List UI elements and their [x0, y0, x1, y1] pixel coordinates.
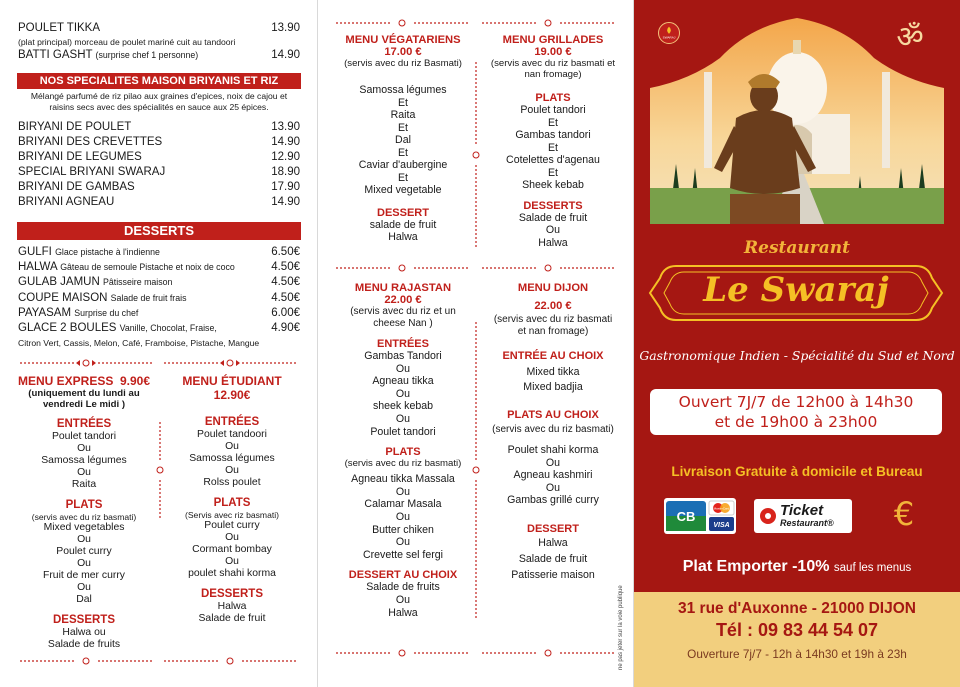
contact-footer [634, 592, 960, 687]
menu-price: 22.00 € [534, 300, 572, 312]
course-line: Ou [395, 536, 411, 549]
menu-title: MENU GRILLADES [502, 34, 604, 46]
ticket-restaurant-logo [754, 499, 852, 533]
course-line: Dal [76, 594, 92, 605]
course-line: Ou [225, 465, 239, 476]
section-heading: PLATS [385, 446, 421, 459]
course-line: Et [547, 166, 558, 179]
menu-item [18, 166, 300, 178]
menu-price: 17.00 € [384, 46, 422, 58]
menu-item-poulet-tikka [18, 22, 300, 34]
menu-rajastan [330, 282, 476, 619]
brand-panel [634, 0, 960, 687]
course-line: Ou [225, 441, 239, 452]
menu-item [18, 261, 300, 273]
course-line: Et [397, 96, 408, 109]
menu-note: et nan fromage) [517, 326, 589, 337]
course-line: Ou [77, 534, 91, 545]
course-line: Calamar Masala [364, 498, 442, 511]
course-line: Dal [395, 134, 411, 146]
glace-flavours: Citron Vert, Cassis, Melon, Café, Framboise, Pistache, Mangue [18, 338, 260, 348]
menu-price: 22.00 € [384, 294, 422, 306]
course-line: Samossa légumes [41, 455, 127, 466]
course-line: Ou [395, 412, 411, 425]
course-list [330, 581, 476, 619]
course-list [162, 429, 302, 489]
course-line: Halwa [538, 536, 568, 549]
disposal-note: ne pas jeter sur la voie publique [618, 585, 624, 670]
section-heading: ENTRÉES [56, 418, 112, 430]
menu-item [18, 121, 300, 133]
item-price: 18.90 [271, 166, 300, 178]
ornament-divider [480, 263, 616, 273]
course-line: Cormant bombay [192, 544, 272, 555]
menu-note: (uniquement du lundi au [28, 388, 140, 399]
section-heading: DESSERT [527, 522, 579, 535]
takeaway-condition: sauf les menus [833, 562, 912, 574]
menu-title: MENU ÉTUDIANT [182, 374, 282, 388]
course-line: Poulet tandori [51, 431, 117, 442]
menu-vegetariens [330, 34, 476, 244]
course-line: Poulet shahi korma [507, 444, 599, 456]
course-list [330, 84, 476, 197]
item-price: 17.90 [271, 181, 300, 193]
course-line: Raita [390, 109, 416, 121]
course-line: Ou [395, 593, 411, 606]
restaurant-label: Restaurant [744, 238, 850, 258]
item-description: (plat principal) morceau de poulet mariné cuit au tandoori [18, 37, 236, 47]
menu-etudiant [162, 374, 302, 625]
emblem-text: SWARAJ [662, 35, 676, 40]
menu-item [18, 196, 300, 208]
item-price: 4.50€ [271, 291, 300, 304]
course-line: Salade de fruit [518, 552, 588, 565]
course-line: Caviar d'aubergine [358, 159, 448, 171]
ticket-restaurant-icon [760, 508, 776, 524]
item-name: BIRYANI DE POULET [18, 121, 132, 133]
course-list [330, 350, 476, 438]
course-line: Poulet curry [204, 520, 260, 531]
course-list [480, 212, 626, 250]
course-list [480, 444, 626, 507]
course-line: Ou [77, 467, 91, 478]
course-list [162, 601, 302, 625]
course-line: Poulet tandori [520, 104, 586, 116]
course-line: Salade de fruits [366, 581, 440, 594]
cb-label: CB [676, 509, 696, 524]
course-line: Sheek kebab [522, 179, 584, 191]
item-price: 4.90€ [271, 322, 300, 334]
menu-note: nan fromage) [524, 69, 582, 80]
ticket-label: Ticket [780, 502, 824, 519]
course-line: Mixed badjia [523, 381, 583, 393]
menu-item [18, 151, 300, 163]
item-name: GULFI Glace pistache à l'indienne [18, 246, 160, 258]
course-list [330, 473, 476, 561]
course-line: Butter chiken [372, 523, 434, 536]
course-line: Mixed vegetable [364, 184, 442, 196]
course-line: Crevette sel fergi [362, 548, 444, 561]
section-note: (Servis avec riz basmati) [184, 510, 280, 520]
menu-item [18, 322, 300, 334]
menu-price: 19.00 € [534, 46, 572, 58]
ornament-divider [162, 358, 298, 368]
item-price: 4.50€ [271, 276, 300, 289]
item-price: 14.90 [271, 196, 300, 208]
item-price: 13.90 [271, 121, 300, 133]
section-note: (servis avec du riz basmati) [492, 424, 614, 435]
course-line: Halwa [217, 601, 247, 612]
course-line: Salade de fruit [518, 211, 588, 224]
section-heading: DESSERT [377, 206, 429, 219]
section-heading: PLATS [65, 499, 103, 511]
opening-summary: Ouverture 7j/7 - 12h à 14h30 et 19h à 23h [687, 647, 907, 661]
course-line: Ou [77, 443, 91, 454]
course-line: Et [547, 141, 558, 154]
item-name: BRIYANI AGNEAU [18, 196, 115, 208]
item-name: SPECIAL BRIYANI SWARAJ [18, 166, 166, 178]
item-price: 4.50€ [271, 261, 300, 274]
course-line: Ou [225, 556, 239, 567]
course-line: Cotelettes d'agenau [506, 154, 600, 166]
restaurant-emblem [658, 22, 680, 44]
section-heading: DESSERTS [201, 588, 263, 600]
course-line: Patisserie maison [511, 568, 595, 581]
course-line: Salade de fruits [47, 639, 121, 650]
tagline: Gastronomique Indien - Spécialité du Sud et Nord [639, 348, 955, 363]
course-line: Halwa [388, 606, 418, 619]
course-list [162, 520, 302, 580]
course-line: Ou [545, 456, 561, 469]
menu-note: (servis avec du riz basmati et [490, 58, 616, 69]
course-line: Ou [395, 362, 411, 375]
item-name: COUPE MAISON Salade de fruit frais [18, 291, 187, 304]
menu-item [18, 136, 300, 148]
course-list [480, 104, 626, 192]
item-name: BRIYANI DE GAMBAS [18, 181, 135, 193]
menu-grillades [480, 34, 626, 249]
section-heading: PLATS [213, 497, 251, 509]
course-line: Rolss poulet [203, 477, 261, 488]
menu-note: (servis avec du riz Basmati) [344, 58, 462, 69]
course-line: Samossa légumes [189, 453, 275, 464]
course-line: Ou [545, 481, 561, 494]
course-line: sheek kebab [372, 400, 434, 413]
course-line: Agneau tikka [372, 375, 434, 388]
section-note: (servis avec du riz basmati) [344, 458, 462, 470]
takeaway-discount: Plat Emporter -10% [682, 558, 830, 575]
course-line: Ou [77, 582, 91, 593]
menu-dijon [480, 282, 626, 583]
ornament-divider [334, 18, 470, 28]
item-price: 6.00€ [271, 306, 300, 319]
course-line: Ou [395, 485, 411, 498]
menu-note: vendredi Le midi ) [42, 399, 126, 410]
course-line: Poulet curry [56, 546, 112, 557]
item-name: BATTI GASHT (surprise chef 1 personne) [18, 49, 199, 61]
takeaway-offer [634, 558, 960, 576]
item-name: HALWA Gâteau de semoule Pistache et noix de coco [18, 261, 235, 274]
course-list [480, 365, 626, 395]
course-line: Gambas grillé curry [507, 494, 599, 507]
menu-item [18, 292, 300, 304]
item-name: POULET TIKKA [18, 22, 101, 34]
item-name: BRIYANI DE LEGUMES [18, 151, 142, 163]
course-line: Ou [395, 510, 411, 523]
menu-note: (servis avec du riz basmati [493, 314, 613, 325]
item-price: 12.90 [271, 151, 300, 163]
visa-label: VISA [713, 522, 730, 529]
course-line: Raita [71, 479, 97, 490]
menu-item [18, 181, 300, 193]
hours-line: et de 19h00 à 23h00 [714, 413, 878, 431]
menu-item [18, 246, 300, 258]
ornament-divider [480, 18, 616, 28]
course-line: salade de fruit [369, 218, 437, 231]
course-line: Et [397, 146, 408, 159]
restaurant-name-frame [646, 262, 946, 324]
course-line: Ou [225, 532, 239, 543]
phone-number[interactable]: Tél : 09 83 44 54 07 [715, 620, 879, 640]
section-heading: PLATS [535, 92, 571, 104]
menu-item [18, 307, 300, 319]
euro-icon: € [893, 495, 915, 533]
course-line: Agneau tikka Massala [351, 473, 455, 486]
course-line: Gambas tandori [515, 129, 591, 141]
ornament-divider [480, 648, 616, 658]
section-heading: ENTRÉES [204, 416, 260, 428]
hours-line: Ouvert 7J/7 de 12h00 à 14h30 [678, 393, 914, 411]
course-line: Agneau kashmiri [513, 469, 593, 482]
address: 31 rue d'Auxonne - 21000 DIJON [678, 600, 916, 617]
cb-card-icon [664, 498, 736, 534]
section-heading: DESSERT AU CHOIX [348, 569, 458, 582]
item-price: 14.90 [271, 49, 300, 61]
section-heading: ENTRÉE AU CHOIX [502, 350, 604, 362]
section-note: (servis avec du riz basmati) [31, 512, 137, 522]
menu-item [18, 276, 300, 288]
item-price: 6.50€ [271, 246, 300, 258]
middle-panel [318, 0, 634, 687]
menu-title: MENU RAJASTAN [354, 282, 452, 294]
item-name: GLACE 2 BOULES Vanille, Chocolat, Fraise, [18, 322, 217, 334]
section-heading: PLATS AU CHOIX [507, 409, 599, 421]
item-price: 14.90 [271, 136, 300, 148]
om-symbol: ॐ [896, 20, 924, 55]
course-line: Halwa ou [62, 627, 106, 638]
course-line: Ou [395, 387, 411, 400]
course-list [14, 627, 154, 651]
item-name: PAYASAM Surprise du chef [18, 306, 139, 319]
menu-title: MENU EXPRESS 9.90€ [17, 374, 151, 388]
course-line: Halwa [538, 236, 568, 249]
course-line: Gambas Tandori [364, 350, 442, 362]
course-line: Salade de fruit [198, 613, 266, 624]
vertical-ornament [472, 320, 480, 620]
briyani-description: raisins secs avec des spécialités en sauce aux 25 épices. [49, 102, 269, 112]
menu-note: (servis avec du riz et un [350, 306, 456, 317]
course-line: Et [397, 171, 408, 184]
briyani-banner: NOS SPECIALITES MAISON BRIYANIS ET RIZ [17, 73, 301, 89]
course-list [14, 522, 154, 606]
course-line: Mixed tikka [526, 366, 580, 378]
course-line: Poulet tandoori [197, 429, 267, 440]
course-line: Ou [545, 224, 561, 236]
section-heading: DESSERTS [53, 614, 115, 626]
course-line: Poulet tandori [370, 425, 436, 438]
course-list [330, 219, 476, 244]
course-line: Samossa légumes [359, 84, 447, 96]
ornament-divider [18, 358, 154, 368]
desserts-banner: DESSERTS [17, 222, 301, 240]
left-panel [0, 0, 318, 687]
course-list [480, 535, 626, 583]
menu-note: cheese Nan ) [373, 318, 433, 329]
ornament-divider [18, 656, 154, 666]
course-line: Et [397, 121, 408, 134]
restaurant-name: Le Swaraj [703, 270, 889, 310]
menu-item-batti-gasht [18, 49, 300, 61]
delivery-note: Livraison Gratuite à domicile et Bureau [671, 464, 923, 479]
menu-title: MENU VÉGATARIENS [345, 34, 461, 46]
item-name: GULAB JAMUN Pâtisseire maison [18, 276, 173, 289]
course-line: Halwa [388, 231, 418, 243]
menu-express [14, 374, 154, 651]
item-price: 13.90 [271, 22, 300, 34]
briyani-description: Mélangé parfumé de riz pilao aux graines d'epices, noix de cajou et [30, 91, 288, 101]
opening-hours-box [650, 389, 942, 435]
course-line: poulet shahi korma [188, 568, 276, 579]
section-heading: DESSERTS [523, 199, 583, 212]
menu-title: MENU DIJON [517, 282, 589, 294]
ornament-divider [162, 656, 298, 666]
section-heading: ENTRÉES [377, 338, 429, 350]
menu-price: 12.90€ [213, 388, 251, 402]
ornament-divider [334, 263, 470, 273]
item-name: BRIYANI DES CREVETTES [18, 136, 163, 148]
mastercard-label: MasterCard [713, 506, 730, 511]
course-list [14, 431, 154, 491]
course-line: Mixed vegetables [43, 522, 125, 533]
restaurant-label-small: Restaurant® [780, 518, 834, 528]
course-line: Et [547, 116, 558, 129]
course-line: Fruit de mer curry [43, 570, 125, 581]
ornament-divider [334, 648, 470, 658]
course-line: Ou [77, 558, 91, 569]
vertical-ornament [472, 60, 480, 250]
